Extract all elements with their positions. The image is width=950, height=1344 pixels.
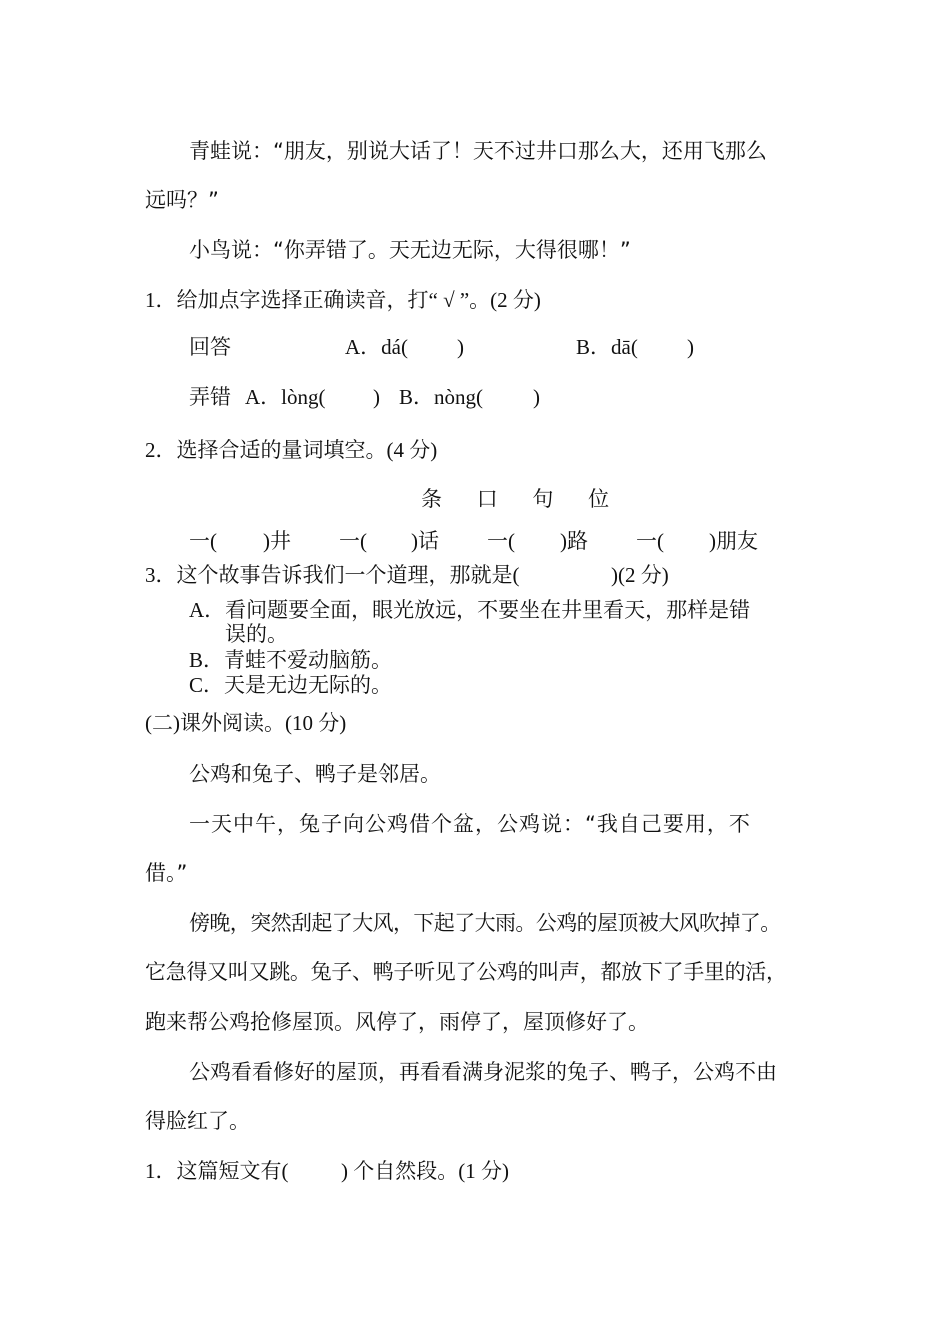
q2-blank-open[interactable]: 一(	[189, 529, 217, 553]
q1-row1-option-b[interactable]: B．dā(	[576, 335, 638, 359]
q2-title: 2．选择合适的量词填空。(4 分)	[145, 438, 438, 462]
passage1-frog-line2: 远吗？”	[145, 188, 219, 212]
q1-row2-option-b[interactable]: B．nòng(	[399, 385, 483, 409]
passage1-bird-line: 小鸟说：“你弄错了。天无边无际，大得很哪！”	[189, 238, 631, 262]
passage1-frog-line1: 青蛙说：“朋友，别说大话了！天不过井口那么大，还用飞那么	[189, 139, 767, 163]
passage2-p1: 公鸡和兔子、鸭子是邻居。	[189, 762, 441, 786]
q2-blank-close: )路	[560, 529, 588, 553]
q2-blank-close: )朋友	[709, 529, 758, 553]
q1-row1-word: 回答	[189, 335, 231, 359]
q3-option-a-line1[interactable]: A．看问题要全面，眼光放远，不要坐在井里看天，那样是错	[189, 598, 751, 622]
q4-title: 1．这篇短文有(	[145, 1159, 289, 1183]
q1-row2-option-a[interactable]: A．lòng(	[245, 385, 326, 409]
q3-option-c[interactable]: C．天是无边无际的。	[189, 673, 393, 697]
q3-title-close: )(2 分)	[611, 563, 669, 587]
passage2-p2-line2: 借。”	[145, 861, 188, 885]
passage2-p4-line2: 得脸红了。	[145, 1109, 250, 1133]
passage2-p2-line1: 一天中午，兔子向公鸡借个盆，公鸡说：“我自己要用，不	[189, 812, 751, 836]
q1-row1-option-a-close: )	[457, 335, 464, 359]
q2-word: 位	[588, 487, 610, 511]
q2-blank-close: )井	[263, 529, 291, 553]
q3-option-a-line2: 误的。	[225, 622, 288, 646]
q1-row2-option-a-close: )	[373, 385, 380, 409]
q2-word: 条	[421, 487, 442, 511]
q2-blank-open[interactable]: 一(	[636, 529, 664, 553]
q2-word: 口	[476, 487, 498, 511]
passage2-p3-line1: 傍晚，突然刮起了大风，下起了大雨。公鸡的屋顶被大风吹掉了。	[189, 911, 781, 935]
q2-word: 句	[532, 487, 554, 511]
q3-option-b[interactable]: B．青蛙不爱动脑筋。	[189, 648, 393, 672]
q1-title: 1．给加点字选择正确读音，打“ √ ”。(2 分)	[145, 288, 541, 312]
q2-blank-open[interactable]: 一(	[339, 529, 367, 553]
q1-row2-word: 弄错	[189, 385, 231, 409]
q4-title-close: ) 个自然段。(1 分)	[341, 1159, 509, 1183]
q1-row2-option-b-close: )	[533, 385, 540, 409]
q2-word-bank	[421, 489, 637, 510]
section2-title: (二)课外阅读。(10 分)	[145, 711, 347, 735]
q1-row1-option-b-close: )	[687, 335, 694, 359]
q3-title: 3．这个故事告诉我们一个道理，那就是(	[145, 563, 520, 587]
q1-row1-option-a[interactable]: A．dá(	[345, 335, 408, 359]
passage2-p3-line2: 它急得又叫又跳。兔子、鸭子听见了公鸡的叫声，都放下了手里的活，	[145, 960, 787, 984]
q2-blank-close: )话	[411, 529, 439, 553]
passage2-p3-line3: 跑来帮公鸡抢修屋顶。风停了，雨停了，屋顶修好了。	[145, 1010, 649, 1034]
q2-blank-open[interactable]: 一(	[487, 529, 515, 553]
passage2-p4-line1: 公鸡看看修好的屋顶，再看看满身泥浆的兔子、鸭子，公鸡不由	[189, 1060, 777, 1084]
